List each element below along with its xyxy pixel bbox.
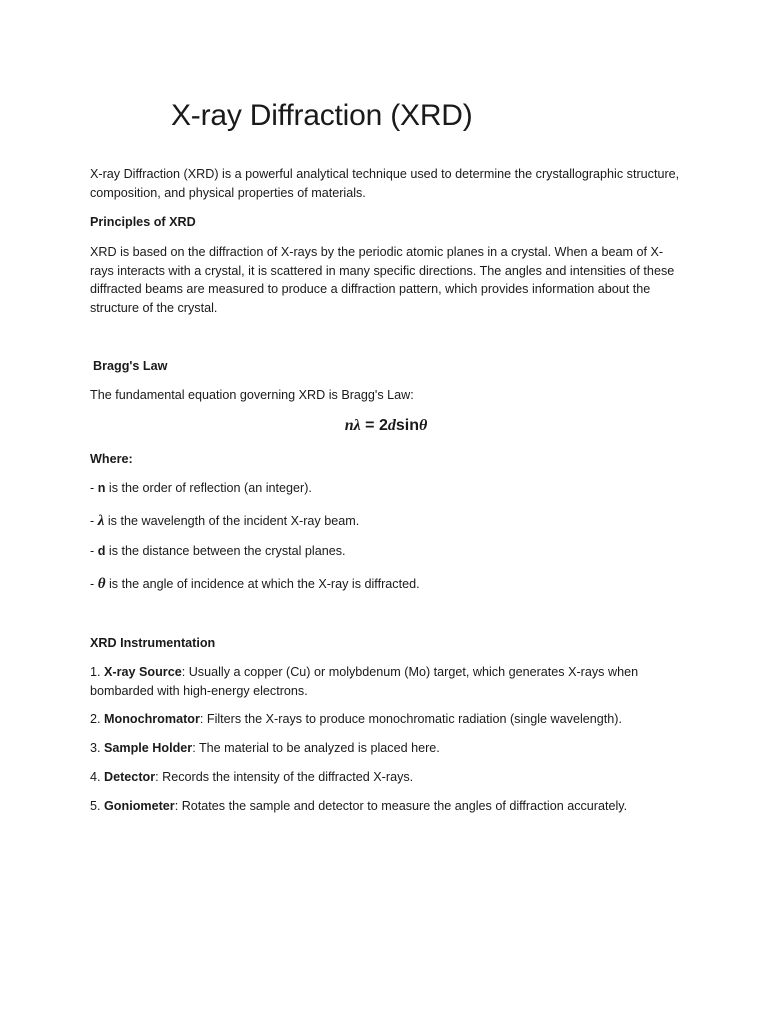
instrument-item-source: 1. X-ray Source: Usually a copper (Cu) or molybdenum (Mo) target, which generates X-rays when bombarded with high-energy electrons. — [90, 665, 639, 698]
instrument-item-goniometer: 5. Goniometer: Rotates the sample and detector to measure the angles of diffraction accurately. — [90, 799, 628, 813]
term-symbol: d — [97, 544, 106, 558]
where-label: Where: — [90, 452, 133, 466]
bragg-lead: The fundamental equation governing XRD is Bragg's Law: — [90, 388, 414, 402]
term-d: - d is the distance between the crystal planes. — [90, 544, 346, 558]
term-symbol: n — [97, 481, 106, 495]
eq-n: n — [344, 417, 354, 434]
intro-paragraph: X-ray Diffraction (XRD) is a powerful analytical technique used to determine the crystallographic structure, composition, and physical properties of materials. — [90, 167, 680, 200]
term-symbol: θ — [97, 576, 106, 592]
eq-equals: = 2 — [360, 417, 388, 434]
bragg-heading: Bragg's Law — [93, 359, 168, 373]
principles-heading: Principles of XRD — [90, 215, 196, 229]
instrumentation-heading: XRD Instrumentation — [90, 636, 216, 650]
term-n: - n is the order of reflection (an integer). — [90, 481, 312, 495]
instrument-item-monochromator: 2. Monochromator: Filters the X-rays to produce monochromatic radiation (single wavelength). — [90, 712, 622, 726]
instrument-item-sample-holder: 3. Sample Holder: The material to be analyzed is placed here. — [90, 741, 440, 755]
instrument-item-detector: 4. Detector: Records the intensity of the diffracted X-rays. — [90, 770, 414, 784]
eq-lambda: λ — [353, 417, 361, 434]
eq-sin: sin — [395, 417, 419, 434]
eq-d: d — [387, 417, 396, 434]
eq-theta: θ — [418, 417, 428, 434]
principles-paragraph: XRD is based on the diffraction of X-rays by the periodic atomic planes in a crystal. When a beam of X-rays interacts with a crystal, it is scattered in many specific directions. The angles and intensities of these diffracted beams are measured to produce a diffraction pattern, which provides information about the structure of the crystal. — [90, 245, 675, 315]
bragg-equation — [0, 417, 768, 435]
term-symbol: λ — [97, 513, 105, 529]
term-theta: - θ is the angle of incidence at which the X-ray is diffracted. — [90, 576, 420, 592]
document-title: X-ray Diffraction (XRD) — [171, 99, 473, 132]
term-lambda: - λ is the wavelength of the incident X-ray beam. — [90, 513, 360, 529]
